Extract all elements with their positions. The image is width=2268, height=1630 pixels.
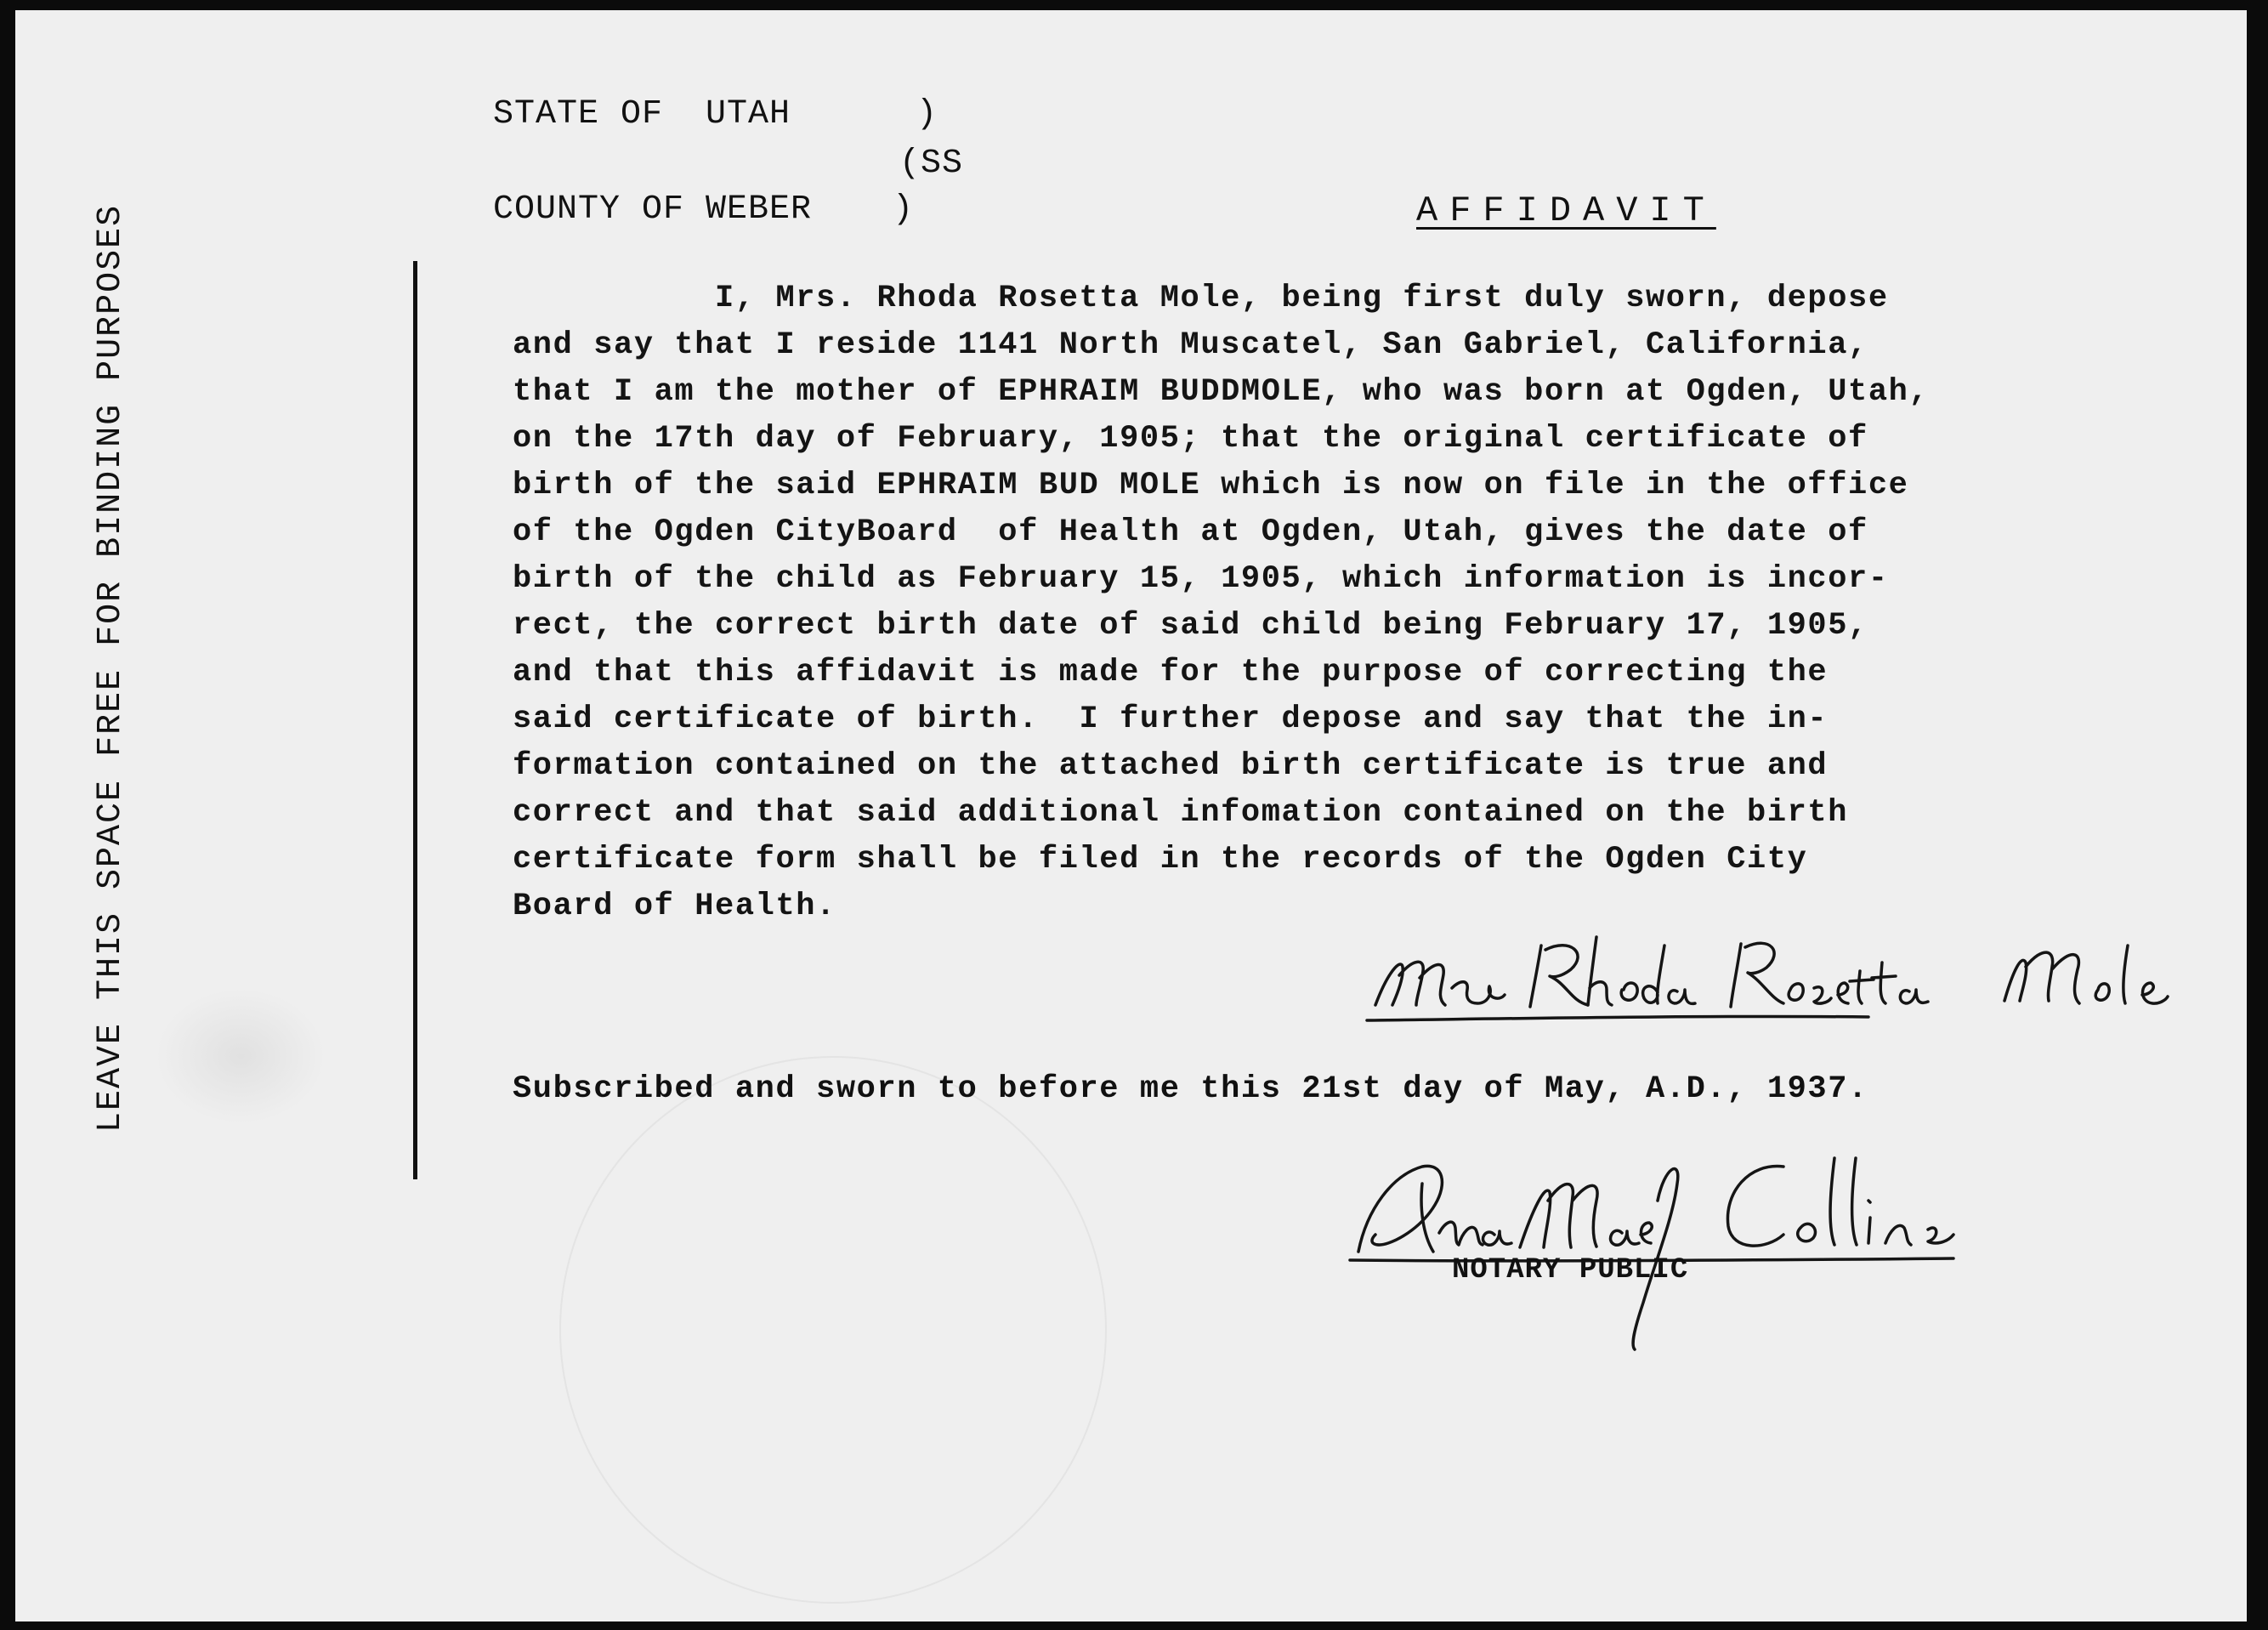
body-line: I, Mrs. Rhoda Rosetta Mole, being first duly sworn, depose [513, 281, 1889, 316]
venue-paren-top: ) [916, 95, 938, 133]
body-line: said certificate of birth. I further depose and say that the in- [513, 701, 1829, 737]
body-line: rect, the correct birth date of said child being February 17, 1905, [513, 608, 1868, 644]
binding-margin-note: LEAVE THIS SPACE FREE FOR BINDING PURPOSES [92, 203, 130, 1133]
affidavit-body [513, 275, 2170, 930]
affiant-signature [1341, 920, 2242, 1056]
notary-signature [1341, 1133, 2089, 1354]
body-line: and that this affidavit is made for the purpose of correcting the [513, 655, 1829, 690]
venue-ss: (SS [899, 145, 964, 183]
notary-public-label: NOTARY PUBLIC [1452, 1254, 1689, 1286]
margin-rule [413, 261, 417, 1179]
sworn-statement: Subscribed and sworn to before me this 21st day of May, A.D., 1937. [513, 1071, 1868, 1107]
venue-county: COUNTY OF WEBER [493, 190, 813, 229]
venue-paren-bottom: ) [893, 190, 915, 229]
body-line: formation contained on the attached birth certificate is true and [513, 748, 1829, 784]
body-line: on the 17th day of February, 1905; that the original certificate of [513, 421, 1868, 457]
body-line: birth of the said EPHRAIM BUD MOLE which is now on file in the office [513, 468, 1909, 503]
body-line: Board of Health. [513, 889, 836, 924]
body-line: birth of the child as February 15, 1905, which information is incor- [513, 561, 1889, 597]
embossed-seal [559, 1056, 1107, 1604]
body-line: and say that I reside 1141 North Muscatel, San Gabriel, California, [513, 327, 1868, 363]
paper-smudge [156, 988, 326, 1124]
document-title: AFFIDAVIT [1416, 190, 1716, 231]
body-line: of the Ogden CityBoard of Health at Ogden, Utah, gives the date of [513, 514, 1868, 550]
affidavit-page [15, 10, 2247, 1621]
venue-state: STATE OF UTAH [493, 95, 791, 133]
body-line: that I am the mother of EPHRAIM BUDDMOLE, who was born at Ogden, Utah, [513, 374, 1930, 410]
body-line: certificate form shall be filed in the records of the Ogden City [513, 842, 1808, 877]
body-line: correct and that said additional infomation contained on the birth [513, 795, 1849, 831]
